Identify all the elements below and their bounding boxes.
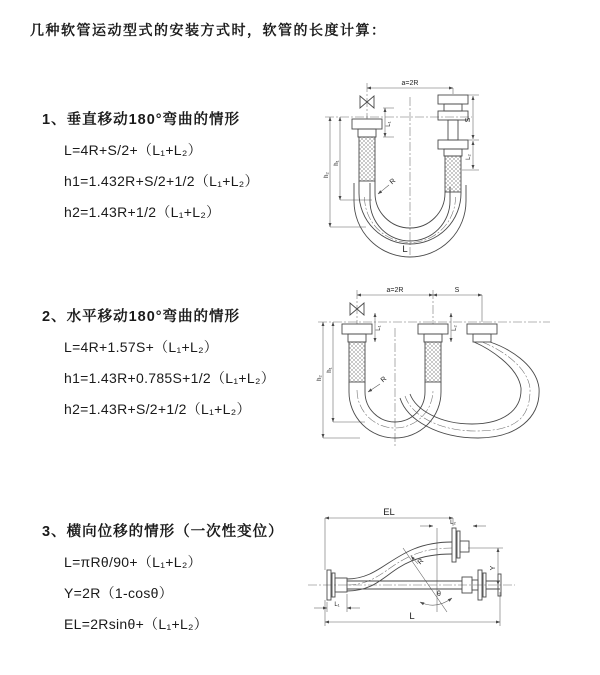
dim-a-2r: a=2R [386, 287, 404, 294]
section-2 [42, 305, 275, 419]
dim-s: S [465, 117, 472, 123]
braid-section [445, 156, 461, 192]
dim-a-2r: a=2R [401, 80, 419, 87]
dim-l: L [409, 611, 415, 622]
diagram-vertical-180-bend [310, 75, 595, 265]
dim-h2: h₂ [317, 375, 323, 381]
angle-arc [420, 598, 452, 605]
dim-h1: h₁ [334, 160, 340, 166]
label-bend-radius: R [388, 177, 398, 187]
dimension-lines [323, 295, 482, 438]
middle-pipe-fitting [418, 324, 448, 382]
construction-centerlines [308, 528, 515, 612]
upper-flange-fitting [452, 528, 469, 562]
label-theta: θ [437, 591, 441, 598]
dimension-lines [314, 518, 503, 626]
dim-y: Y [490, 565, 497, 571]
diagram-lateral-displacement [300, 500, 600, 650]
braid-section [349, 342, 365, 382]
hose-u-bend-moved [400, 342, 539, 438]
label-bend-radius: R [416, 557, 426, 567]
dim-s: S [454, 287, 460, 294]
dim-l1: L₁ [376, 325, 382, 331]
section-1 [42, 108, 259, 222]
formula-h1: h1=1.43R+0.785S+1/2（L₁+L₂） [64, 370, 275, 386]
label-length: L [402, 244, 408, 255]
dim-l2: L₂ [452, 325, 458, 331]
dim-l1: L₁ [386, 121, 392, 127]
diagram-horizontal-180-bend [310, 280, 595, 470]
dim-el: EL [383, 507, 395, 518]
left-pipe-fitting [352, 119, 382, 181]
dim-h1: h₁ [327, 367, 333, 373]
left-pipe-fitting [342, 324, 372, 382]
dim-h2: h₂ [324, 172, 330, 178]
formula-length: L=4R+S/2+（L₁+L₂） [64, 142, 202, 158]
braid-section [359, 137, 375, 181]
section-1-heading: 1、垂直移动180°弯曲的情形 [42, 112, 241, 128]
page-title: 几种软管运动型式的安装方式时，软管的长度计算： [30, 22, 387, 38]
dim-l2: L₂ [450, 520, 456, 526]
dimension-labels [334, 507, 497, 622]
section-3-heading: 3、横向位移的情形（一次性变位） [42, 524, 284, 540]
label-bend-radius: R [379, 375, 389, 385]
angle-reference-line [403, 548, 447, 612]
right-pipe-fitting [438, 95, 468, 192]
section-3 [42, 520, 284, 634]
moved-pipe-fitting [467, 324, 497, 342]
section-2-heading: 2、水平移动180°弯曲的情形 [42, 309, 241, 325]
formula-h2: h2=1.43R+S/2+1/2（L₁+L₂） [64, 401, 251, 417]
formula-length: L=4R+1.57S+（L₁+L₂） [64, 339, 219, 355]
formula-y: Y=2R（1-cosθ） [64, 585, 174, 601]
dim-l2: L₂ [466, 154, 472, 160]
formula-h2: h2=1.43R+1/2（L₁+L₂） [64, 204, 221, 220]
dim-l1: L₁ [334, 602, 340, 608]
formula-el: EL=2Rsinθ+（L₁+L₂） [64, 616, 209, 632]
formula-h1: h1=1.432R+S/2+1/2（L₁+L₂） [64, 173, 259, 189]
formula-length: L=πRθ/90+（L₁+L₂） [64, 554, 202, 570]
hose-s-curve [347, 542, 452, 591]
braid-section [425, 342, 441, 382]
